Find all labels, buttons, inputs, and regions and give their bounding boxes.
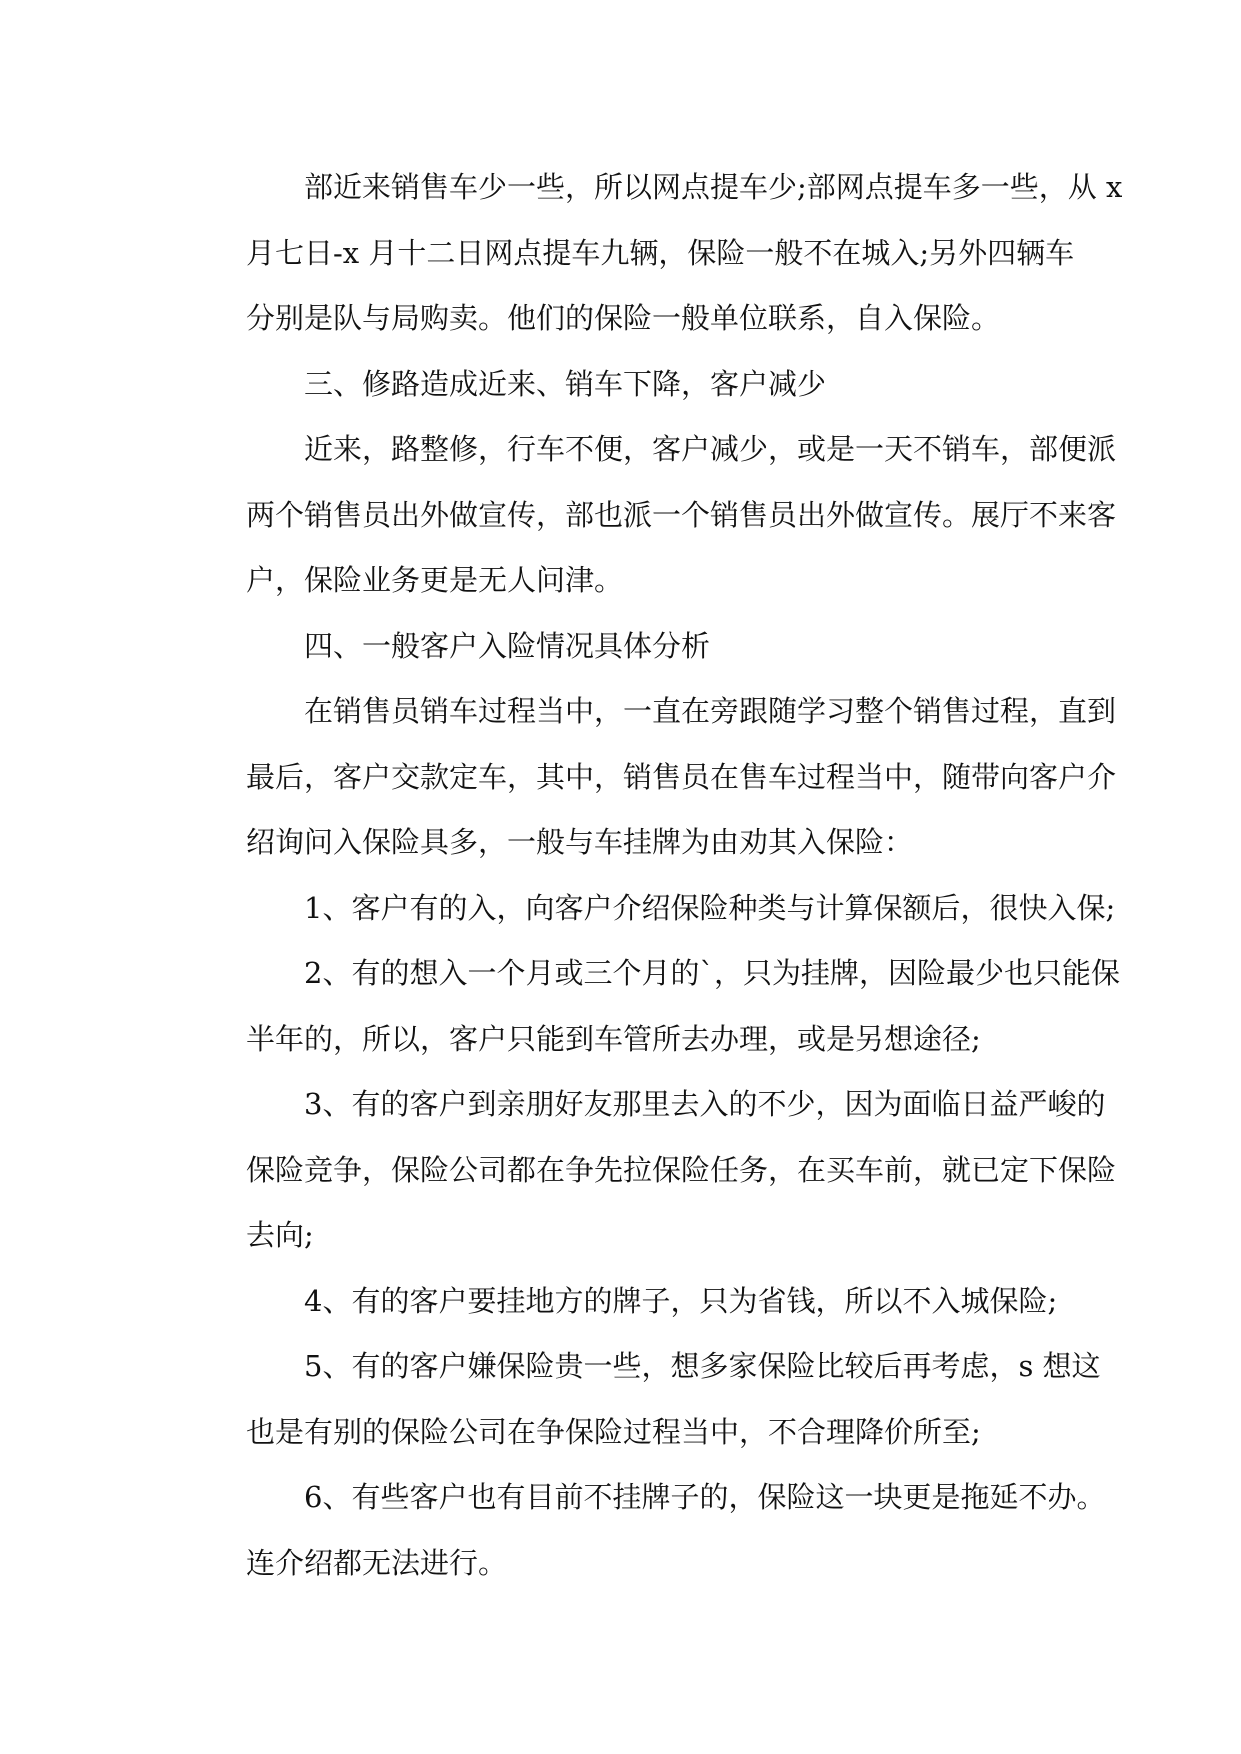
list-item-4 <box>188 1269 1058 1335</box>
list-item-3 <box>188 1072 1117 1269</box>
paragraph-analysis-intro <box>188 679 1117 876</box>
text-line: 也是有别的保险公司在争保险过程当中，不合理降价所至; <box>246 1414 981 1449</box>
text-line: 近来，路整修，行车不便，客户减少，或是一天不销车，部便派 <box>304 432 1117 466</box>
text-line: 部近来销售车少一些，所以网点提车少;部网点提车多一些，从 x <box>304 170 1123 204</box>
text-line: 最后，客户交款定车，其中，销售员在售车过程当中，随带向客户介 <box>246 759 1117 794</box>
section-heading-road-repair <box>188 352 1054 418</box>
heading-line: 四、一般客户入险情况具体分析 <box>304 628 711 663</box>
text-line: 2、有的想入一个月或三个月的`，只为挂牌，因险最少也只能保 <box>304 956 1120 990</box>
text-line: 在销售员销车过程当中，一直在旁跟随学习整个销售过程，直到 <box>304 694 1117 728</box>
text-line: 1、客户有的入，向客户介绍保险种类与计算保额后，很快入保; <box>304 890 1116 925</box>
text-line: 两个销售员出外做宣传，部也派一个销售员出外做宣传。展厅不来客 <box>246 497 1117 532</box>
text-line: 5、有的客户嫌保险贵一些，想多家保险比较后再考虑，s 想这 <box>304 1349 1101 1383</box>
text-line: 半年的，所以，客户只能到车管所去办理，或是另想途径; <box>246 1021 981 1056</box>
text-line: 连介绍都无法进行。 <box>246 1545 508 1580</box>
list-item-1 <box>188 876 1116 942</box>
document-body <box>188 155 1123 1596</box>
paragraph-sales-situation <box>188 155 1123 352</box>
text-line: 保险竞争，保险公司都在争先拉保险任务，在买车前，就已定下保险 <box>246 1152 1117 1187</box>
heading-line: 三、修路造成近来、销车下降，客户减少 <box>304 366 827 401</box>
text-line: 6、有些客户也有目前不挂牌子的，保险这一块更是拖延不办。 <box>304 1480 1106 1514</box>
list-item-6 <box>188 1465 1106 1596</box>
list-item-5 <box>188 1334 1101 1465</box>
text-line: 月七日-x 月十二日网点提车九辆，保险一般不在城入;另外四辆车 <box>246 235 1075 270</box>
text-line: 绍询问入保险具多，一般与车挂牌为由劝其入保险： <box>246 825 914 859</box>
paragraph-road-repair <box>188 417 1117 614</box>
list-item-2 <box>188 941 1120 1072</box>
text-line: 户，保险业务更是无人问津。 <box>246 563 624 597</box>
text-line: 分别是队与局购卖。他们的保险一般单位联系，自入保险。 <box>246 301 1001 335</box>
text-line: 3、有的客户到亲朋好友那里去入的不少，因为面临日益严峻的 <box>304 1087 1106 1121</box>
text-line: 4、有的客户要挂地方的牌子，只为省钱，所以不入城保险; <box>304 1283 1058 1318</box>
text-line: 去向; <box>246 1218 314 1252</box>
section-heading-analysis <box>188 614 1054 680</box>
